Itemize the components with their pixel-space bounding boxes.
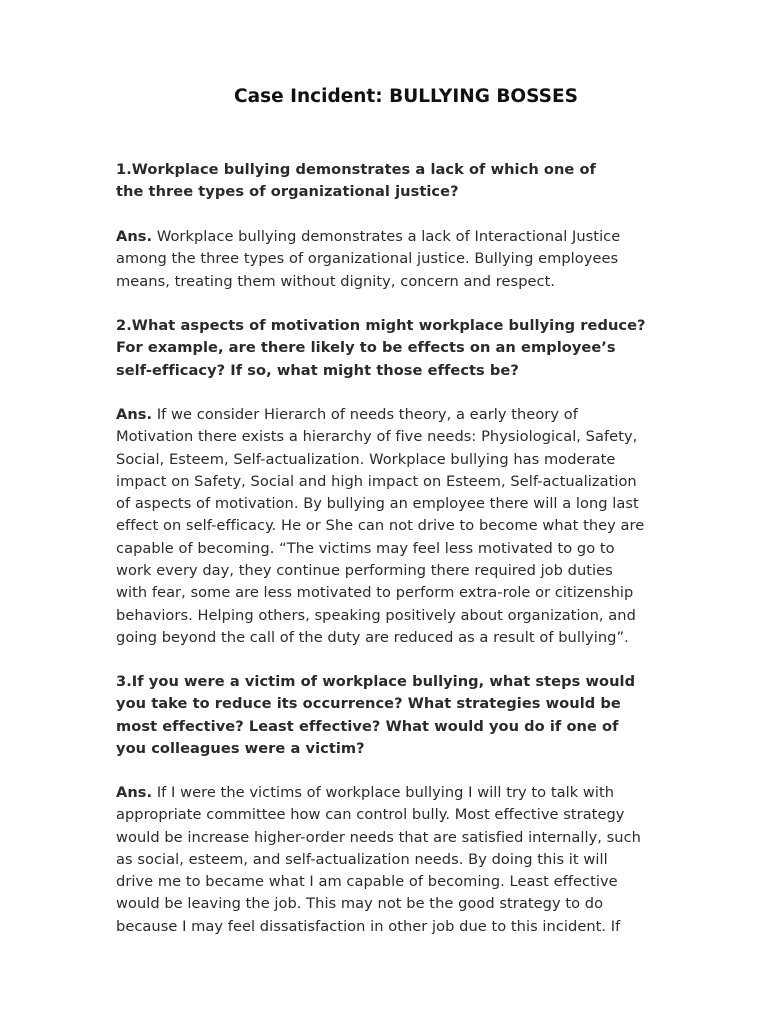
question-2 (116, 315, 656, 382)
answer-2-line: Motivation there exists a hierarchy of five needs: Physiological, Safety, (116, 428, 638, 446)
answer-2-line: If we consider Hierarch of needs theory, a early theory of (152, 406, 578, 423)
answer-2-line: going beyond the call of the duty are reduced as a result of bullying”. (116, 628, 629, 646)
question-2-line: 2.What aspects of motivation might workplace bullying reduce? (116, 317, 646, 334)
answer-3-line: drive me to became what I am capable of becoming. Least effective (116, 873, 618, 891)
question-3-line: most effective? Least effective? What would you do if one of (116, 717, 619, 735)
answer-2 (116, 404, 656, 649)
answer-3-line: as social, esteem, and self-actualization needs. By doing this it will (116, 850, 608, 868)
question-3 (116, 671, 656, 760)
question-1-line: 1.Workplace bullying demonstrates a lack of which one of (116, 161, 596, 178)
answer-2-line: Social, Esteem, Self-actualization. Workplace bullying has moderate (116, 450, 616, 468)
answer-2-line: of aspects of motivation. By bullying an employee there will a long last (116, 495, 639, 513)
answer-2-line: impact on Safety, Social and high impact on Esteem, Self-actualization (116, 472, 637, 490)
answer-label: Ans. (116, 406, 153, 423)
answer-2-line: effect on self-efficacy. He or She can not drive to become what they are (116, 517, 645, 535)
question-2-line: For example, are there likely to be effects on an employee’s (116, 339, 616, 357)
answer-2-line: behaviors. Helping others, speaking positively about organization, and (116, 606, 636, 624)
question-3-line: 3.If you were a victim of workplace bullying, what steps would (116, 673, 636, 690)
answer-label: Ans. (116, 228, 153, 245)
answer-1 (116, 226, 656, 293)
document-title: Case Incident: BULLYING BOSSES (234, 86, 578, 107)
answer-1-line: Workplace bullying demonstrates a lack of Interactional Justice (152, 228, 621, 245)
question-2-line: self-efficacy? If so, what might those effects be? (116, 361, 519, 379)
answer-2-line: work every day, they continue performing there required job duties (116, 562, 613, 580)
answer-2-line: with fear, some are less motivated to perform extra-role or citizenship (116, 584, 634, 602)
answer-3-line: would be leaving the job. This may not be the good strategy to do (116, 895, 604, 913)
answer-3-line: If I were the victims of workplace bullying I will try to talk with (152, 784, 615, 801)
answer-2-line: capable of becoming. “The victims may feel less motivated to go to (116, 539, 615, 557)
question-1-line: the three types of organizational justice? (116, 183, 459, 201)
question-1 (116, 159, 656, 204)
answer-1-line: means, treating them without dignity, concern and respect. (116, 272, 556, 290)
answer-3-line: because I may feel dissatisfaction in other job due to this incident. If (116, 917, 621, 935)
answer-3-line: appropriate committee how can control bully. Most effective strategy (116, 806, 625, 824)
answer-label: Ans. (116, 784, 153, 801)
answer-3 (116, 782, 656, 938)
answer-1-line: among the three types of organizational justice. Bullying employees (116, 250, 619, 268)
question-3-line: you colleagues were a victim? (116, 739, 365, 757)
question-3-line: you take to reduce its occurrence? What strategies would be (116, 695, 621, 713)
answer-3-line: would be increase higher-order needs that are satisfied internally, such (116, 828, 641, 846)
